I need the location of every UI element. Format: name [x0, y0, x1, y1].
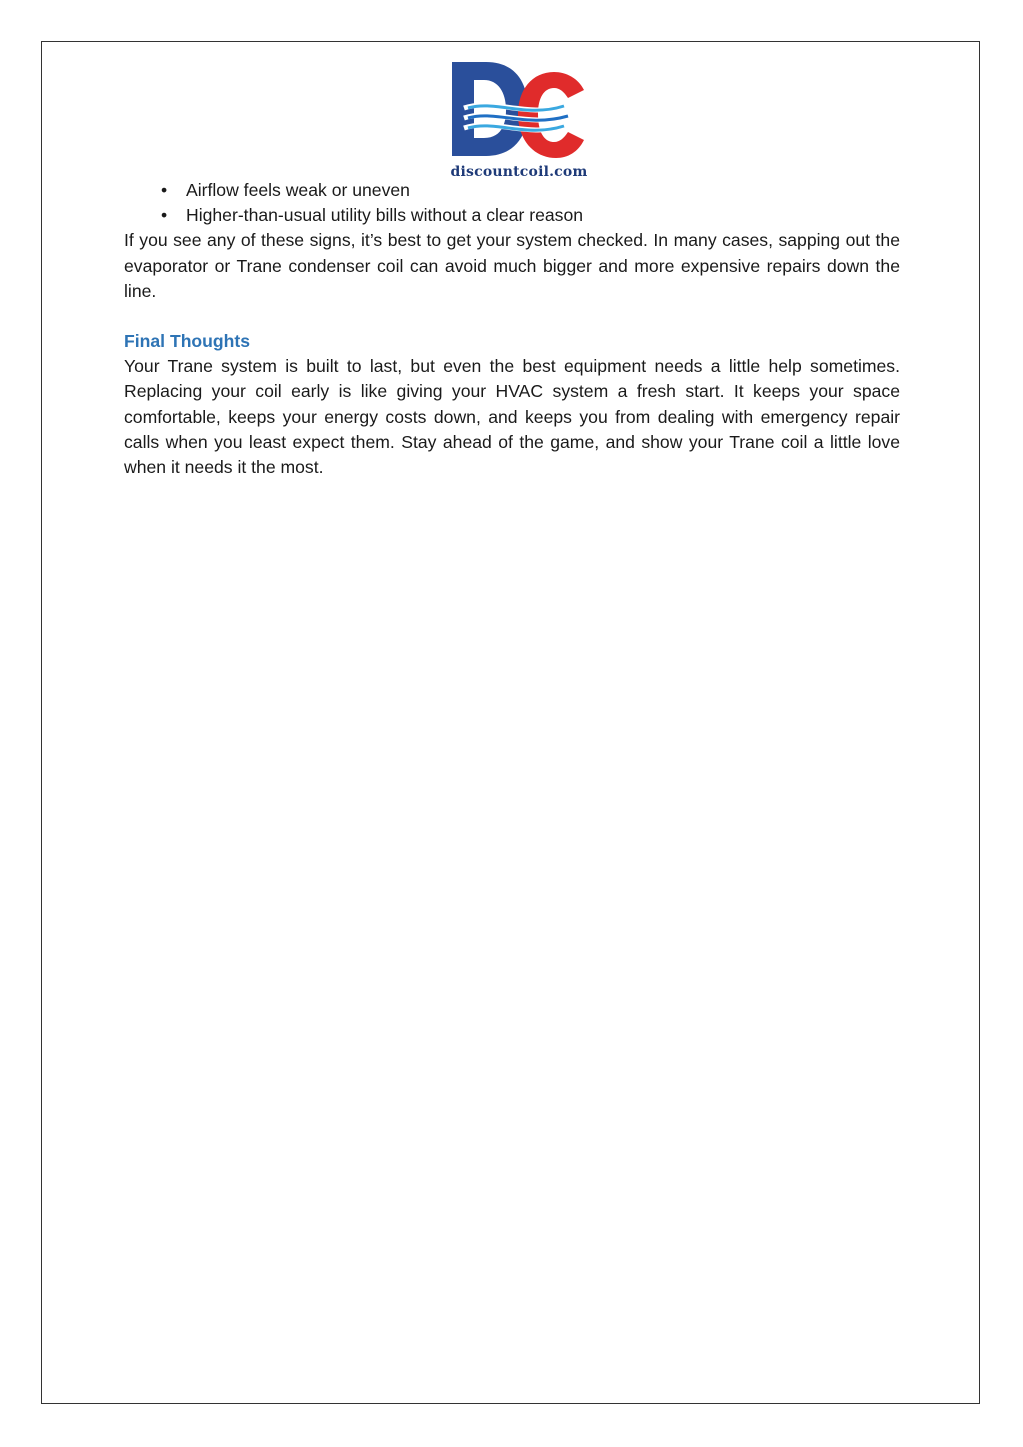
- list-item-text: Airflow feels weak or uneven: [186, 180, 410, 200]
- list-item-text: Higher-than-usual utility bills without a clear reason: [186, 205, 584, 226]
- list-item: [124, 203, 900, 228]
- bullet-icon: •: [161, 205, 168, 226]
- final-thoughts-heading: Final Thoughts: [124, 331, 251, 352]
- warning-signs-list: [124, 178, 900, 228]
- list-item: [124, 178, 900, 203]
- final-thoughts-paragraph: Your Trane system is built to last, but even the best equipment needs a little help sometimes. Replacing your coil early is like giving your HVAC system a fresh start. It keeps your space comfortable, keeps your energy costs down, and keeps you from dealing with emergency repair calls when you least expect them. Stay ahead of the game, and show your Trane coil a little love when it needs it the most.: [124, 356, 900, 478]
- dc-logo-mark: [446, 56, 592, 166]
- document-body: [124, 178, 900, 480]
- bullet-icon: •: [161, 180, 168, 200]
- discountcoil-logo: [446, 56, 592, 182]
- logo-text: discountcoil.com: [450, 164, 588, 180]
- signs-paragraph: If you see any of these signs, it’s best to get your system checked. In many cases, sapping out the evaporator or Trane condenser coil can avoid much bigger and more expensive repairs down the line.: [124, 230, 900, 301]
- logo-c-letter: [518, 72, 584, 158]
